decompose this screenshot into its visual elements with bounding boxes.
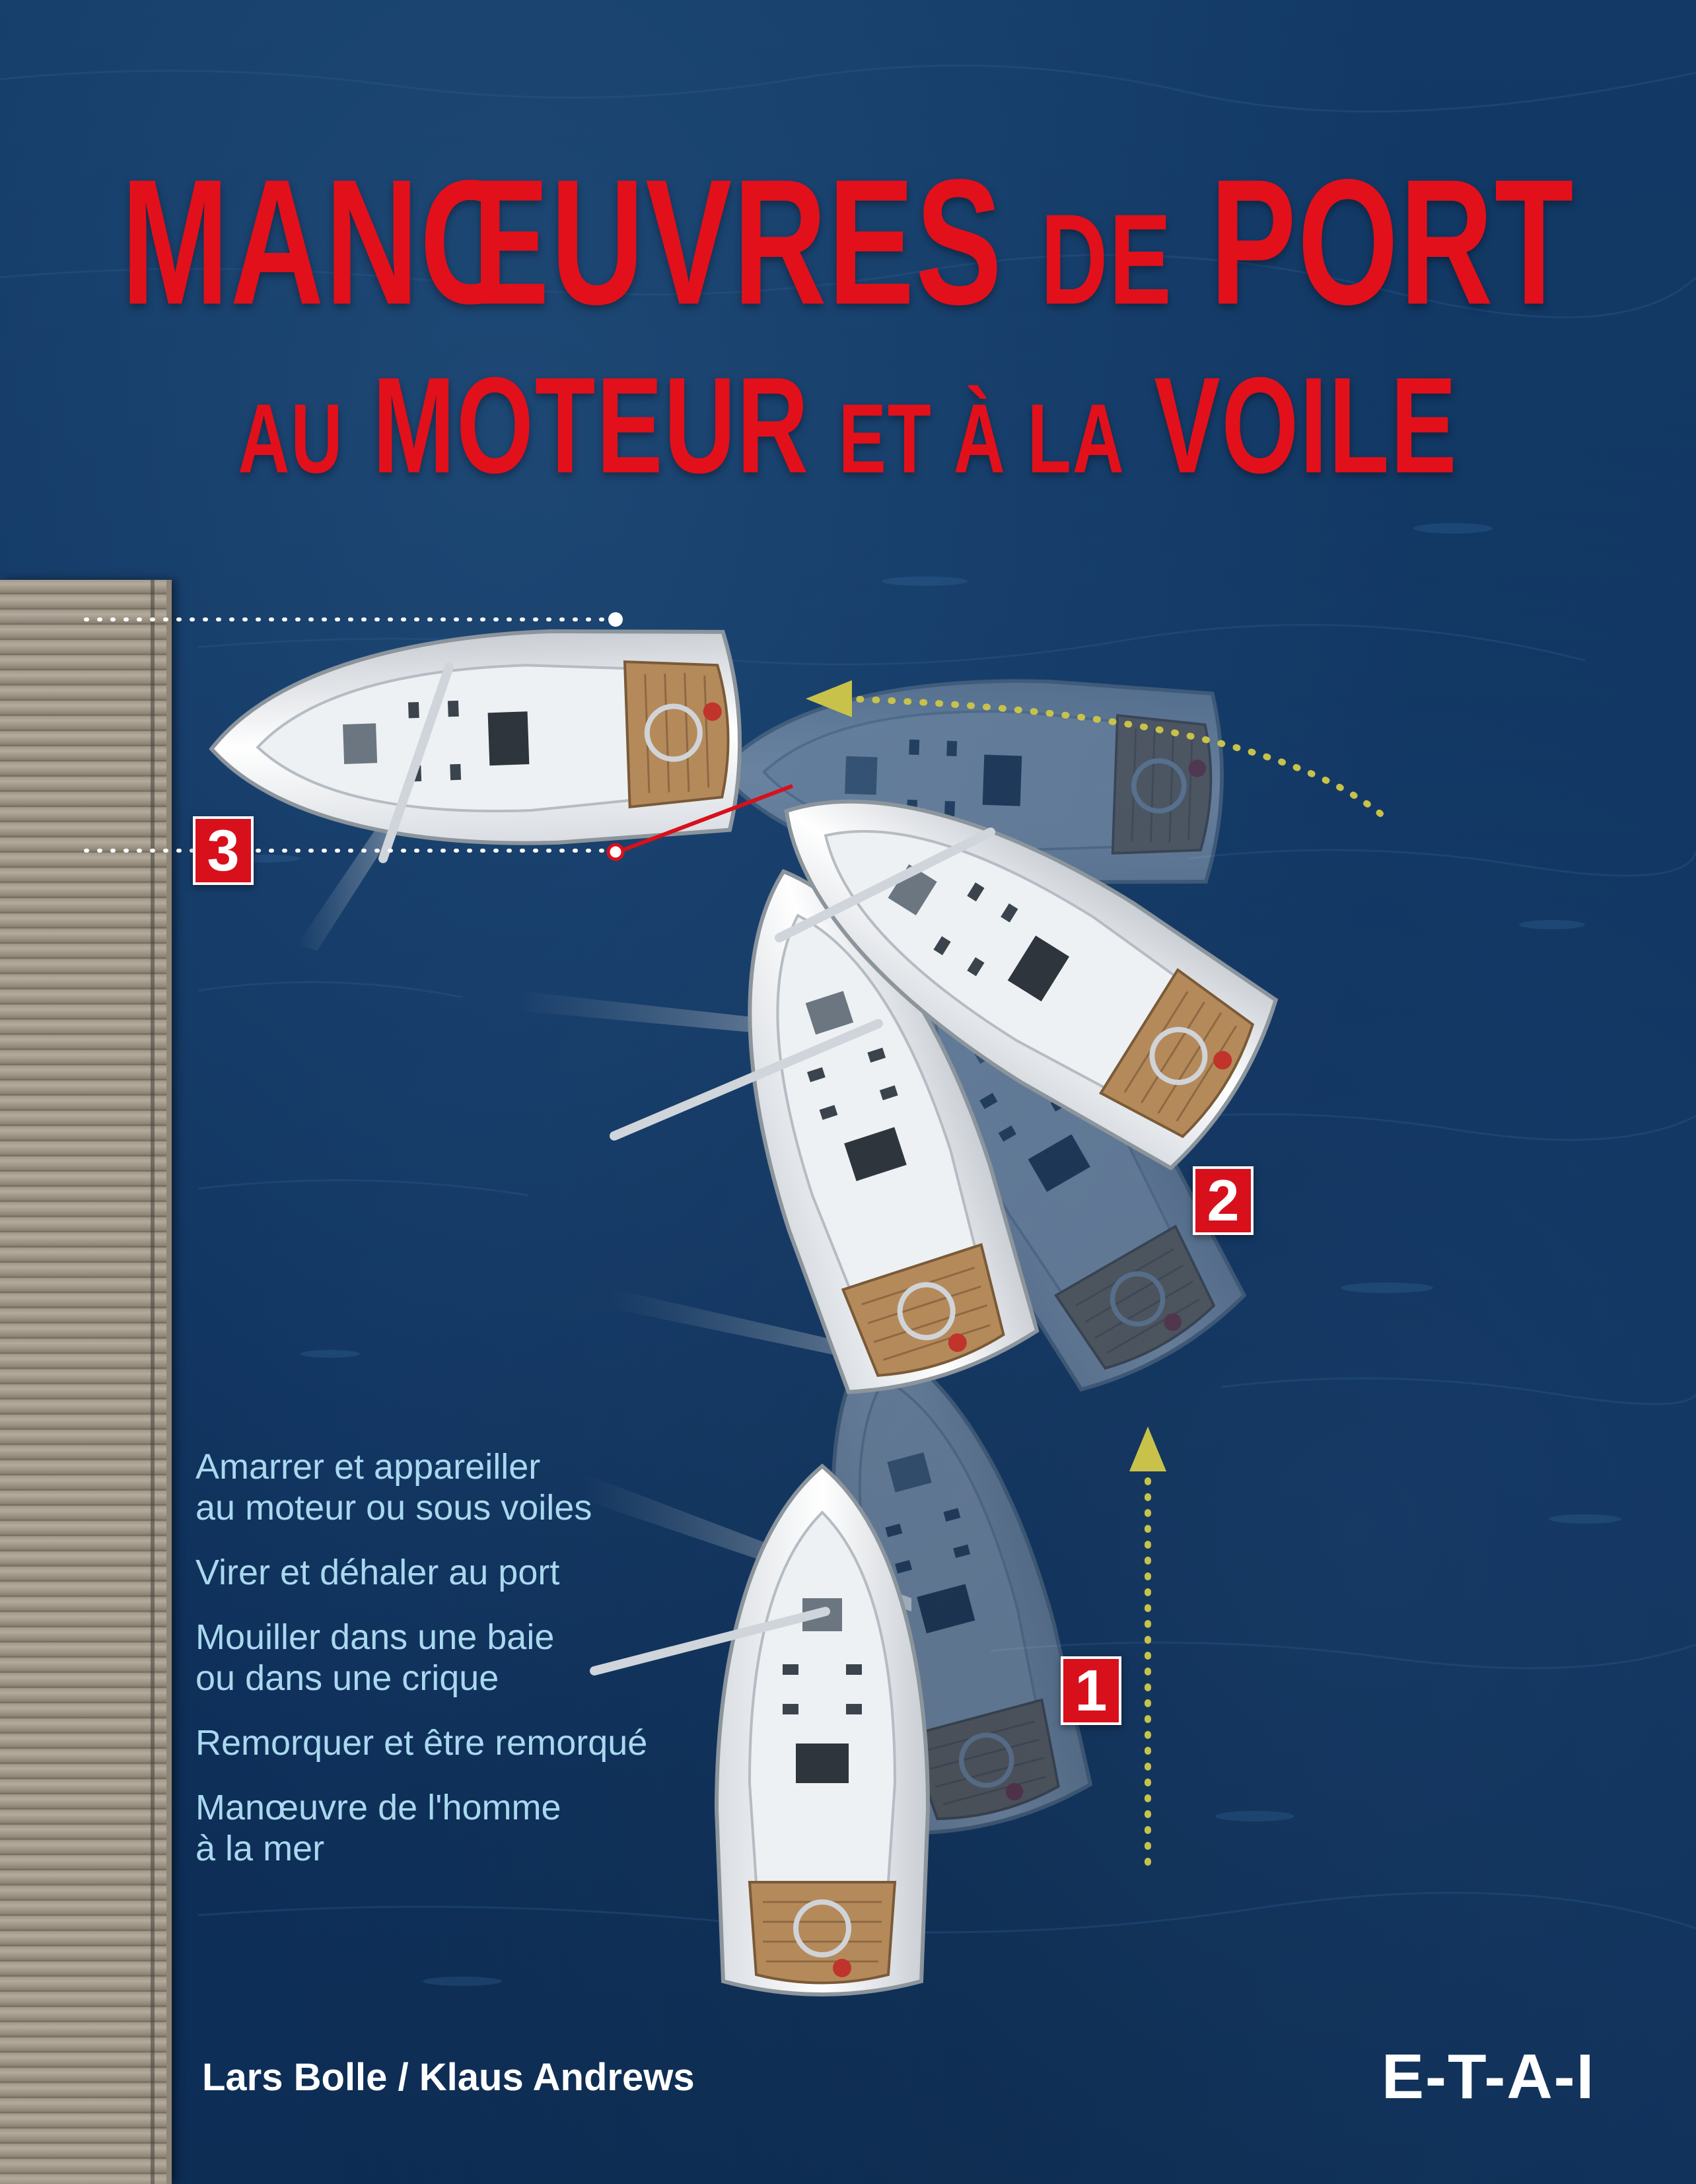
title-word-de: DE: [1040, 187, 1173, 332]
feature-item: Mouiller dans une baie ou dans une crique: [195, 1617, 555, 1698]
step-badge-3: 3: [193, 816, 254, 885]
authors: Lars Bolle / Klaus Andrews: [202, 2056, 695, 2099]
step-badge-2: 2: [1193, 1166, 1254, 1235]
feature-item: Amarrer et appareiller au moteur ou sous voiles: [195, 1447, 592, 1528]
title-line-1: [0, 142, 1696, 342]
step-badge-1: 1: [1061, 1656, 1121, 1725]
title-word-voile: VOILE: [1154, 348, 1458, 502]
feature-item: Virer et déhaler au port: [195, 1553, 560, 1592]
feature-item: Manœuvre de l'homme à la mer: [195, 1788, 561, 1868]
title-word-moteur: MOTEUR: [372, 348, 810, 502]
publisher-logo: E-T-A-I: [1382, 2041, 1596, 2112]
title-words-et-a-la: ET À LA: [838, 383, 1125, 493]
title-word-au: AU: [238, 383, 344, 493]
title-line-2: [0, 348, 1696, 502]
feature-item: Remorquer et être remorqué: [195, 1723, 648, 1763]
title-word-manoeuvres: MANŒUVRES: [121, 142, 1004, 342]
feature-list: [195, 1446, 790, 1893]
title-word-port: PORT: [1210, 142, 1575, 342]
